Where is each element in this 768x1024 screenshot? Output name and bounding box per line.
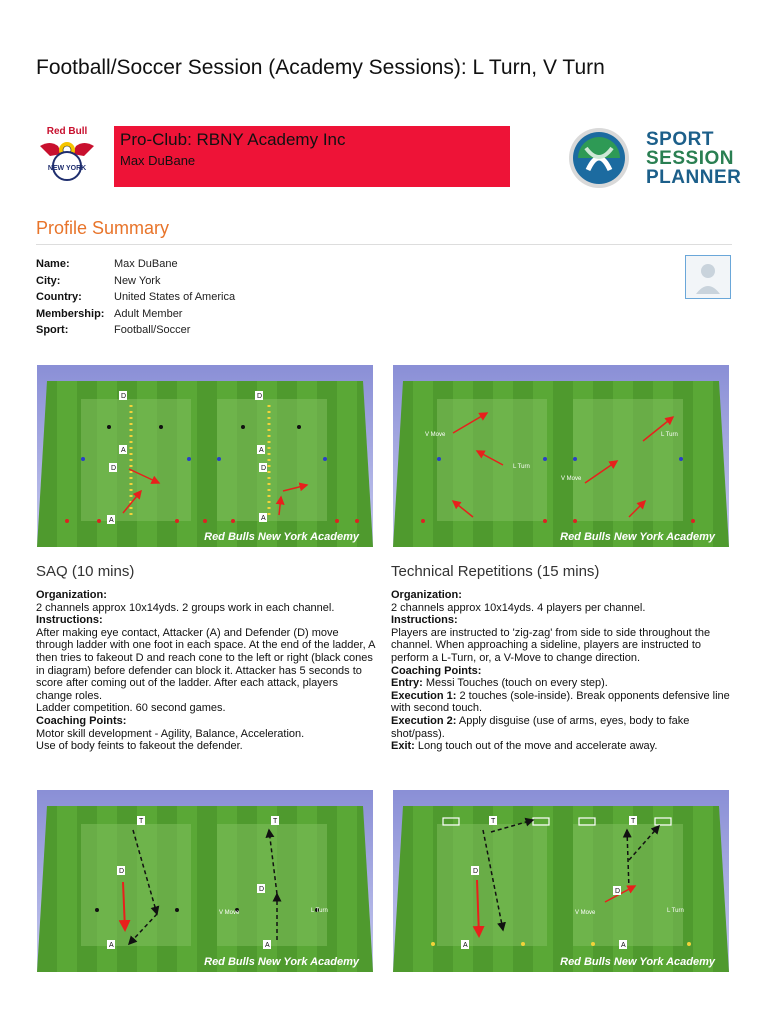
defender-label: D xyxy=(257,393,263,400)
lturn-label: L Turn xyxy=(311,908,328,914)
defender-label: D xyxy=(119,868,125,875)
drill-title: Technical Repetitions (15 mins) xyxy=(391,563,600,580)
club-person: Max DuBane xyxy=(120,153,196,168)
org-text: 2 channels approx 10x14yds. 4 players per channel. xyxy=(391,601,646,614)
drill-diagram-technical xyxy=(393,365,729,547)
cp-text: Use of body feints to fakeout the defender. xyxy=(36,740,243,753)
ssp-line3: PLANNER xyxy=(646,167,742,188)
watermark: Red Bulls New York Academy xyxy=(560,531,715,543)
attacker-label: A xyxy=(109,517,114,524)
page-title: Football/Soccer Session (Academy Sessions): L Turn, V Turn xyxy=(36,56,605,79)
svg-text:Red Bull: Red Bull xyxy=(46,126,88,137)
profile-value: Max DuBane xyxy=(114,258,178,270)
divider xyxy=(36,244,732,245)
sport-session-planner-logo xyxy=(566,126,742,190)
profile-label: City: xyxy=(36,274,61,287)
cp-text: Motor skill development - Agility, Balance, Acceleration. xyxy=(36,727,305,740)
profile-row-name xyxy=(36,256,235,273)
attacker-label: A xyxy=(109,942,114,949)
org-label: Organization: xyxy=(391,589,462,601)
profile-value: New York xyxy=(114,274,161,287)
profile-label: Country: xyxy=(36,291,82,303)
club-banner xyxy=(114,126,510,187)
drill-diagram-game xyxy=(393,790,729,972)
drill-description xyxy=(391,589,731,753)
attacker-label: A xyxy=(621,942,626,949)
lturn-label: L Turn xyxy=(667,908,684,914)
target-label: T xyxy=(273,818,278,825)
vmove-label: V Move xyxy=(219,910,240,916)
profile-row-membership xyxy=(36,306,235,323)
svg-text:NEW YORK: NEW YORK xyxy=(47,165,87,172)
cp-label: Coaching Points: xyxy=(391,664,482,677)
instr-text: Players are instructed to 'zig-zag' from side to side throughout the channel. When approaching a sideline, players are instructed to perform a L-Turn, or, a V-Move to change direction. xyxy=(391,626,711,664)
defender-label: D xyxy=(261,465,267,472)
ex2-line: Execution 2: Apply disguise (use of arms, eyes, body to fake shot/pass). xyxy=(391,714,690,740)
profile-label: Membership: xyxy=(36,307,105,320)
entry-line: Entry: Messi Touches (touch on every step). xyxy=(391,677,608,690)
profile-value: Football/Soccer xyxy=(114,324,191,336)
watermark: Red Bulls New York Academy xyxy=(560,956,715,968)
lturn-label: L Turn xyxy=(513,464,530,470)
instr-label: Instructions: xyxy=(391,614,458,627)
attacker-label: A xyxy=(261,515,266,522)
user-silhouette-icon xyxy=(686,256,730,298)
attacker-label: A xyxy=(265,942,270,949)
instr-label: Instructions: xyxy=(36,614,103,627)
drill-title: SAQ (10 mins) xyxy=(36,563,135,580)
defender-label: D xyxy=(615,888,621,895)
attacker-label: A xyxy=(259,447,264,454)
drill-diagram-progression xyxy=(37,790,373,972)
profile-heading: Profile Summary xyxy=(36,218,170,238)
vmove-label: V Move xyxy=(575,910,596,916)
lturn-label: L Turn xyxy=(661,432,678,438)
profile-table xyxy=(36,256,235,339)
attacker-label: A xyxy=(463,942,468,949)
instr-text: Ladder competition. 60 second games. xyxy=(36,702,226,715)
profile-label: Sport: xyxy=(36,324,69,336)
defender-label: D xyxy=(111,465,117,472)
vmove-label: V Move xyxy=(425,432,446,438)
profile-row-country xyxy=(36,289,235,306)
avatar xyxy=(685,255,731,299)
profile-row-sport xyxy=(36,322,235,339)
ex1-line: Execution 1: 2 touches (sole-inside). Break opponents defensive line with second touch. xyxy=(391,689,730,715)
profile-value: Adult Member xyxy=(114,307,183,320)
exit-line: Exit: Long touch out of the move and accelerate away. xyxy=(391,740,658,753)
profile-row-city xyxy=(36,273,235,290)
instr-text: After making eye contact, Attacker (A) and Defender (D) move through ladder with one foot in each space. At the end of the ladder, A then tries to fakeout D and reach cone to the left or right (black cones in diagram) before defender can block it. Attacker has 5 seconds to score after coming out of the ladder. After each attack, players change roles. xyxy=(36,626,375,702)
red-bulls-logo xyxy=(36,124,98,184)
club-name: Pro-Club: RBNY Academy Inc xyxy=(120,130,346,149)
defender-label: D xyxy=(121,393,127,400)
cp-label: Coaching Points: xyxy=(36,714,127,727)
drill-description xyxy=(36,589,376,753)
target-label: T xyxy=(491,818,496,825)
defender-label: D xyxy=(259,886,265,893)
ssp-line2: SESSION xyxy=(646,148,734,169)
org-text: 2 channels approx 10x14yds. 2 groups work in each channel. xyxy=(36,601,335,614)
org-label: Organization: xyxy=(36,589,107,601)
profile-value: United States of America xyxy=(114,291,236,303)
ssp-line1: SPORT xyxy=(646,129,714,150)
target-label: T xyxy=(139,818,144,825)
attacker-label: A xyxy=(121,447,126,454)
watermark: Red Bulls New York Academy xyxy=(204,956,359,968)
profile-label: Name: xyxy=(36,258,70,270)
defender-label: D xyxy=(473,868,479,875)
drill-diagram-saq xyxy=(37,365,373,547)
vmove-label: V Move xyxy=(561,476,582,482)
target-label: T xyxy=(631,818,636,825)
watermark: Red Bulls New York Academy xyxy=(204,531,359,543)
